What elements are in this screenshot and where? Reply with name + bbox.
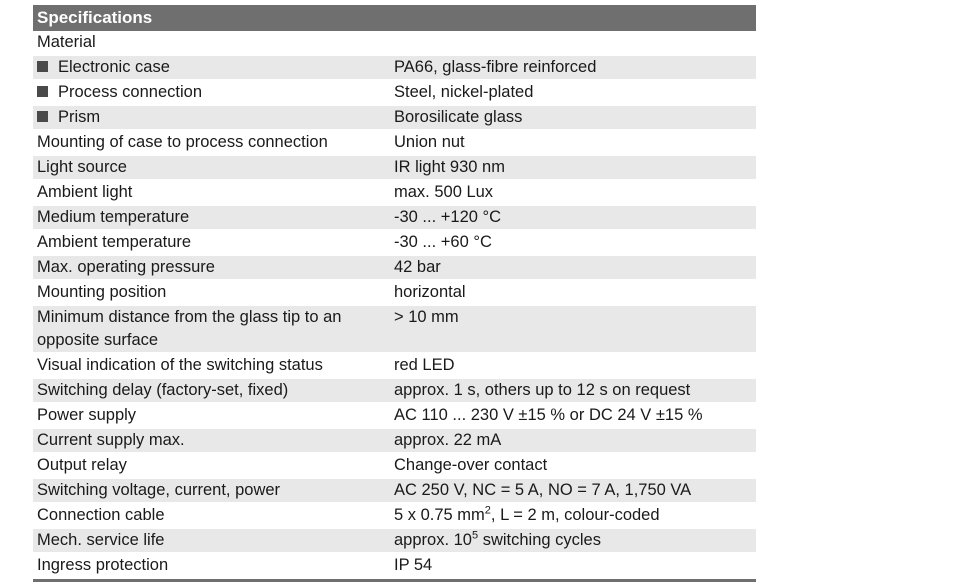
row-value: horizontal xyxy=(394,283,466,301)
row-value: approx. 22 mA xyxy=(394,431,502,449)
row-label-text: Process connection xyxy=(58,83,202,101)
row-label: Max. operating pressure xyxy=(37,258,215,276)
square-bullet-icon xyxy=(37,111,48,122)
bottom-rule xyxy=(33,579,756,582)
table-row xyxy=(33,504,756,529)
value-text: , L = 2 m, colour-coded xyxy=(490,506,660,524)
table-row xyxy=(33,156,756,181)
row-value: IR light 930 nm xyxy=(394,158,505,176)
row-value: AC 110 ... 230 V ±15 % or DC 24 V ±15 % xyxy=(394,406,703,424)
table-row xyxy=(33,281,756,306)
row-label: Light source xyxy=(37,158,127,176)
value-text: approx. 10 xyxy=(394,531,472,549)
table-row xyxy=(33,404,756,429)
table-row xyxy=(33,354,756,379)
row-label: Material xyxy=(37,33,96,51)
row-value: max. 500 Lux xyxy=(394,183,494,201)
row-label: Switching voltage, current, power xyxy=(37,481,281,499)
row-label: Ambient temperature xyxy=(37,233,192,251)
row-value: > 10 mm xyxy=(394,308,459,326)
row-label: Mounting position xyxy=(37,283,167,301)
row-label: Ingress protection xyxy=(37,556,169,574)
row-value: red LED xyxy=(394,356,455,374)
specifications-table xyxy=(33,5,756,582)
row-value: IP 54 xyxy=(394,556,433,574)
table-row xyxy=(33,106,756,131)
table-row xyxy=(33,256,756,281)
row-label: Ambient light xyxy=(37,183,133,201)
row-label: Mounting of case to process connection xyxy=(37,133,328,151)
table-row xyxy=(33,81,756,106)
row-value: 42 bar xyxy=(394,258,441,276)
row-value: approx. 1 s, others up to 12 s on request xyxy=(394,381,691,399)
table-row xyxy=(33,379,756,404)
row-label-text: Electronic case xyxy=(58,58,170,76)
row-value: -30 ... +120 °C xyxy=(394,208,502,226)
table-row xyxy=(33,181,756,206)
table-row xyxy=(33,231,756,256)
row-label: Current supply max. xyxy=(37,431,185,449)
row-label xyxy=(33,106,391,129)
row-label xyxy=(33,56,391,79)
value-superscript: 5 xyxy=(471,529,479,542)
row-value: -30 ... +60 °C xyxy=(394,233,492,251)
table-row xyxy=(33,56,756,81)
table-row-material xyxy=(33,31,756,56)
row-value: Change-over contact xyxy=(394,456,548,474)
row-value: AC 250 V, NC = 5 A, NO = 7 A, 1,750 VA xyxy=(394,481,692,499)
row-label: Minimum distance from the glass tip to an opposite surface xyxy=(37,308,342,349)
row-value xyxy=(391,504,756,527)
value-text: 5 x 0.75 mm xyxy=(394,506,485,524)
square-bullet-icon xyxy=(37,61,48,72)
row-label: Output relay xyxy=(37,456,127,474)
row-label-text: Prism xyxy=(58,108,101,126)
table-row xyxy=(33,206,756,231)
row-label xyxy=(33,81,391,104)
row-label: Connection cable xyxy=(37,506,165,524)
table-title: Specifications xyxy=(33,5,756,31)
row-label: Visual indication of the switching status xyxy=(37,356,323,374)
table-row xyxy=(33,131,756,156)
row-value: Union nut xyxy=(394,133,465,151)
row-label: Switching delay (factory-set, fixed) xyxy=(37,381,289,399)
row-value: PA66, glass-fibre reinforced xyxy=(394,58,597,76)
row-value xyxy=(391,529,756,552)
table-row xyxy=(33,306,756,354)
table-row xyxy=(33,454,756,479)
row-label: Mech. service life xyxy=(37,531,165,549)
square-bullet-icon xyxy=(37,86,48,97)
row-label: Power supply xyxy=(37,406,137,424)
row-value: Steel, nickel-plated xyxy=(394,83,534,101)
value-superscript: 2 xyxy=(484,504,491,517)
value-text: switching cycles xyxy=(478,531,601,549)
table-row xyxy=(33,479,756,504)
table-row xyxy=(33,529,756,554)
table-row xyxy=(33,429,756,454)
table-row xyxy=(33,554,756,579)
row-label: Medium temperature xyxy=(37,208,190,226)
row-value xyxy=(391,31,756,54)
row-value: Borosilicate glass xyxy=(394,108,523,126)
